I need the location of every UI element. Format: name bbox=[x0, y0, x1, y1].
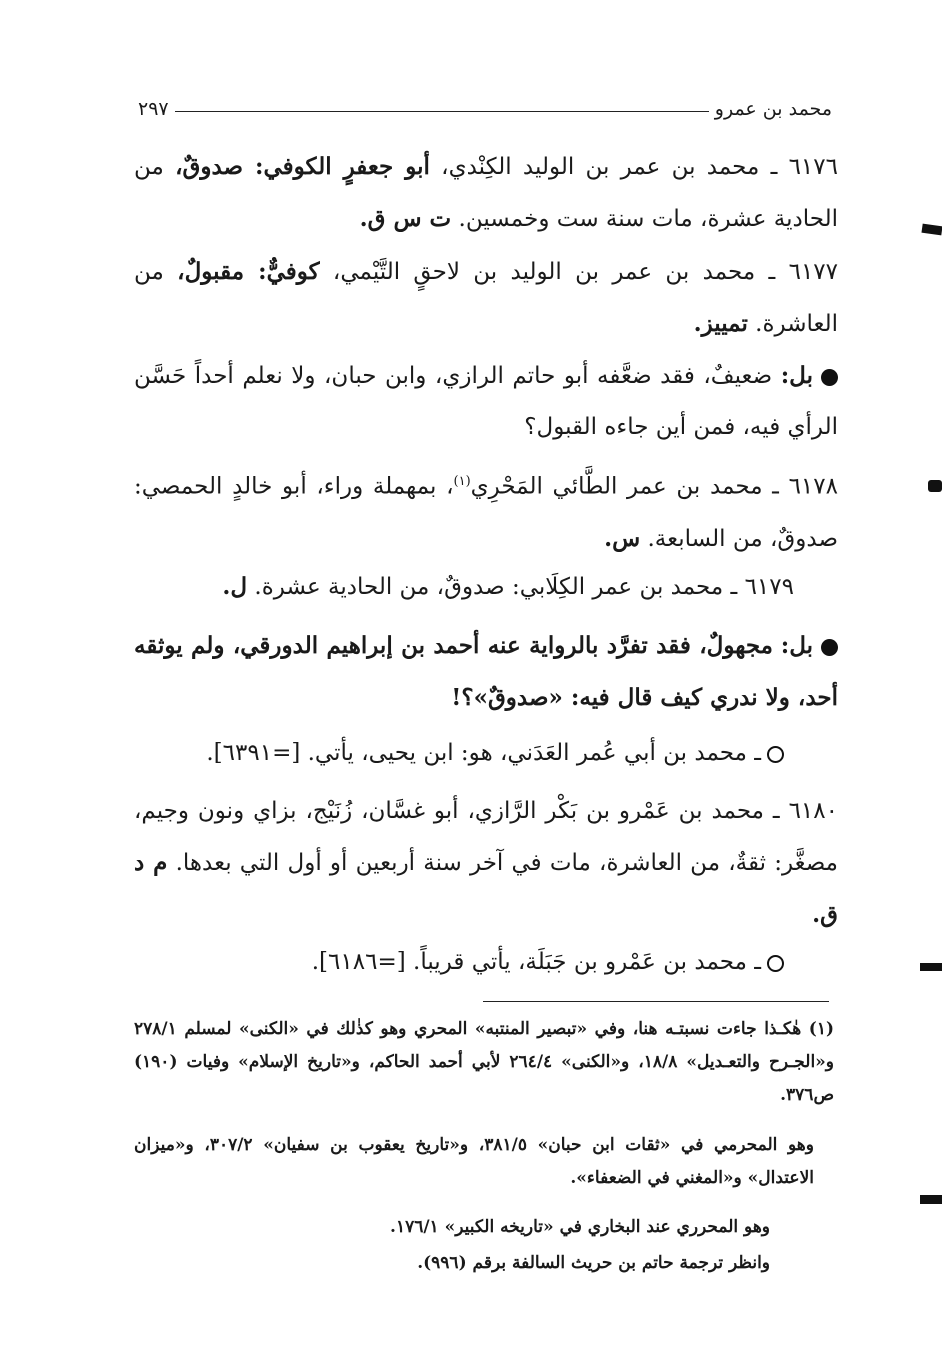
footnote-4: وانظر ترجمة حاتم بن حريث السالفة برقم (٩٩٦). bbox=[417, 1253, 770, 1273]
comment-text: مجهولٌ، فقد تفرَّد بالرواية عنه أحمد بن إبراهيم الدورقي، ولم يوثقه أحد، ولا ندري كيف قال فيه: «صدوقٌ»؟! bbox=[134, 632, 838, 711]
comment-lead: بل: bbox=[780, 362, 813, 389]
scan-edge-mark bbox=[920, 963, 942, 971]
entry-text-2: ، بمهملة وراء، أبو خالدٍ الحمصي: صدوقٌ، من السابعة. bbox=[134, 473, 838, 552]
page-number: ٢٩٧ bbox=[138, 98, 169, 120]
header-rule bbox=[175, 111, 709, 112]
header-title: محمد بن عمرو bbox=[714, 98, 832, 120]
comment-2 bbox=[134, 620, 838, 724]
entry-text: محمد بن عَمْرو بن بَكْر الرَّازي، أبو غسَّان، زُنَيْج، بزاي ونون وجيم، مصغَّر: ثقةٌ، من العاشرة، مات في آخر سنة أربعين أو أول التي بعدها. bbox=[134, 798, 839, 876]
running-header bbox=[138, 92, 832, 126]
entry-6177: ٦١٧٧ ـ محمد بن عمر بن الوليد بن لاحقٍ التَّيْمي، كوفيٌّ: مقبولٌ، من العاشرة. تمييز. bbox=[134, 258, 839, 337]
xref-number: [=٦١٨٦]. bbox=[311, 949, 406, 975]
entry-number: ٦١٨٠ bbox=[788, 798, 838, 824]
entry-sigla: ت س ق. bbox=[359, 205, 452, 232]
entry-6179: ٦١٧٩ ـ محمد بن عمر الكِلَابي: صدوقٌ، من الحادية عشرة. ل. bbox=[222, 573, 794, 600]
entry-number: ٦١٧٩ bbox=[744, 574, 794, 600]
comment-text: ضعيفٌ، فقد ضعَّفه أبو حاتم الرازي، وابن حبان، ولا نعلم أحداً حَسَّن الرأي فيه، فمن أين جاءه القبول؟ bbox=[134, 363, 838, 440]
entry-number: ٦١٧٨ bbox=[788, 473, 838, 500]
footnote-marker: (١) bbox=[453, 474, 471, 489]
entry-rest: من العاشرة. bbox=[134, 259, 838, 337]
entry-bold: كوفيٌّ: مقبولٌ، bbox=[177, 258, 320, 285]
entry-sigla: م د ق. bbox=[134, 849, 838, 928]
circle-marker-icon bbox=[767, 746, 784, 763]
bullet-icon bbox=[821, 639, 838, 656]
entry-6180: ٦١٨٠ ـ محمد بن عَمْرو بن بَكْر الرَّازي، أبو غسَّان، زُنَيْج، بزاي ونون وجيم، مصغَّر: ثقةٌ، من العاشرة، مات في آخر سنة أربعين أو أول التي بعدها. م د ق. bbox=[134, 798, 839, 928]
entry-sigla: س. bbox=[604, 524, 641, 552]
footnote-3: وهو المحرري عند البخاري في «تاريخه الكبير» ١٧٦/١. bbox=[390, 1217, 770, 1237]
xref-text: محمد بن عَمْرو بن جَبَلَة، يأتي قريباً. bbox=[413, 949, 747, 975]
comment-1 bbox=[134, 350, 838, 453]
cross-reference-1: ـ محمد بن أبي عُمر العَدَني، هو: ابن يحيى، يأتي. [=٦٣٩١]. bbox=[134, 728, 784, 779]
footnote-1: (١) هٰكـذا جاءت نسبتـه هنا، وفي «تبصير المنتبه» المحري وهو كذٰلك في «الكنى» لمسلم ٢٧٨/١ و«الجـرح والتعـديل» ١٨/٨، و«الكنى» ٢٦٤/٤ لأبي أحمد الحاكم، و«تاريخ الإسلام» وفيات (١٩٠) ص٣٧٦. bbox=[134, 1019, 834, 1105]
scan-edge-mark bbox=[920, 1195, 942, 1204]
entry-sigla: تمييز. bbox=[693, 310, 748, 337]
xref-number: [=٦٣٩١]. bbox=[206, 740, 301, 766]
entry-6176: ٦١٧٦ ـ محمد بن عمر بن الوليد الكِنْدي، أبو جعفرٍ الكوفي: صدوقٌ، من الحادية عشرة، مات سنة ست وخمسين. ت س ق. bbox=[134, 153, 838, 232]
entry-number: ٦١٧٦ bbox=[788, 154, 838, 180]
entry-text: محمد بن عمر بن الوليد الكِنْدي، bbox=[441, 154, 760, 180]
entry-rest: من الحادية عشرة، مات سنة ست وخمسين. bbox=[134, 154, 838, 232]
entry-6178: ٦١٧٨ ـ محمد بن عمر الطَّائي المَحْرِي$^{(١)}$، بمهملة وراء، أبو خالدٍ الحمصي: صدوقٌ، من السابعة. س. bbox=[134, 473, 838, 552]
xref-text: محمد بن أبي عُمر العَدَني، هو: ابن يحيى، يأتي. bbox=[307, 740, 747, 766]
comment-lead: بل: bbox=[780, 632, 814, 659]
circle-marker-icon bbox=[767, 955, 784, 972]
entry-text: محمد بن عمر بن الوليد بن لاحقٍ التَّيْمي، bbox=[332, 259, 756, 285]
entry-bold: أبو جعفرٍ الكوفي: صدوقٌ، bbox=[175, 153, 430, 180]
bullet-icon bbox=[821, 369, 838, 386]
entry-text: محمد بن عمر الطَّائي المَحْرِي bbox=[470, 473, 763, 500]
entry-text: محمد بن عمر الكِلَابي: صدوقٌ، من الحادية عشرة. bbox=[254, 574, 724, 600]
cross-reference-2: ـ محمد بن عَمْرو بن جَبَلَة، يأتي قريباً. [=٦١٨٦]. bbox=[134, 937, 784, 988]
scan-edge-mark bbox=[928, 480, 942, 492]
entry-number: ٦١٧٧ bbox=[788, 259, 839, 285]
entry-sigla: ل. bbox=[222, 573, 248, 600]
footnote-separator bbox=[483, 1001, 829, 1002]
footnote-2: وهو المحرمي في «ثقات ابن حبان» ٣٨١/٥، و«تاريخ يعقوب بن سفيان» ٣٠٧/٢، و«ميزان الاعتدال» و«المغني في الضعفاء». bbox=[134, 1135, 814, 1188]
scan-edge-mark bbox=[921, 224, 942, 236]
